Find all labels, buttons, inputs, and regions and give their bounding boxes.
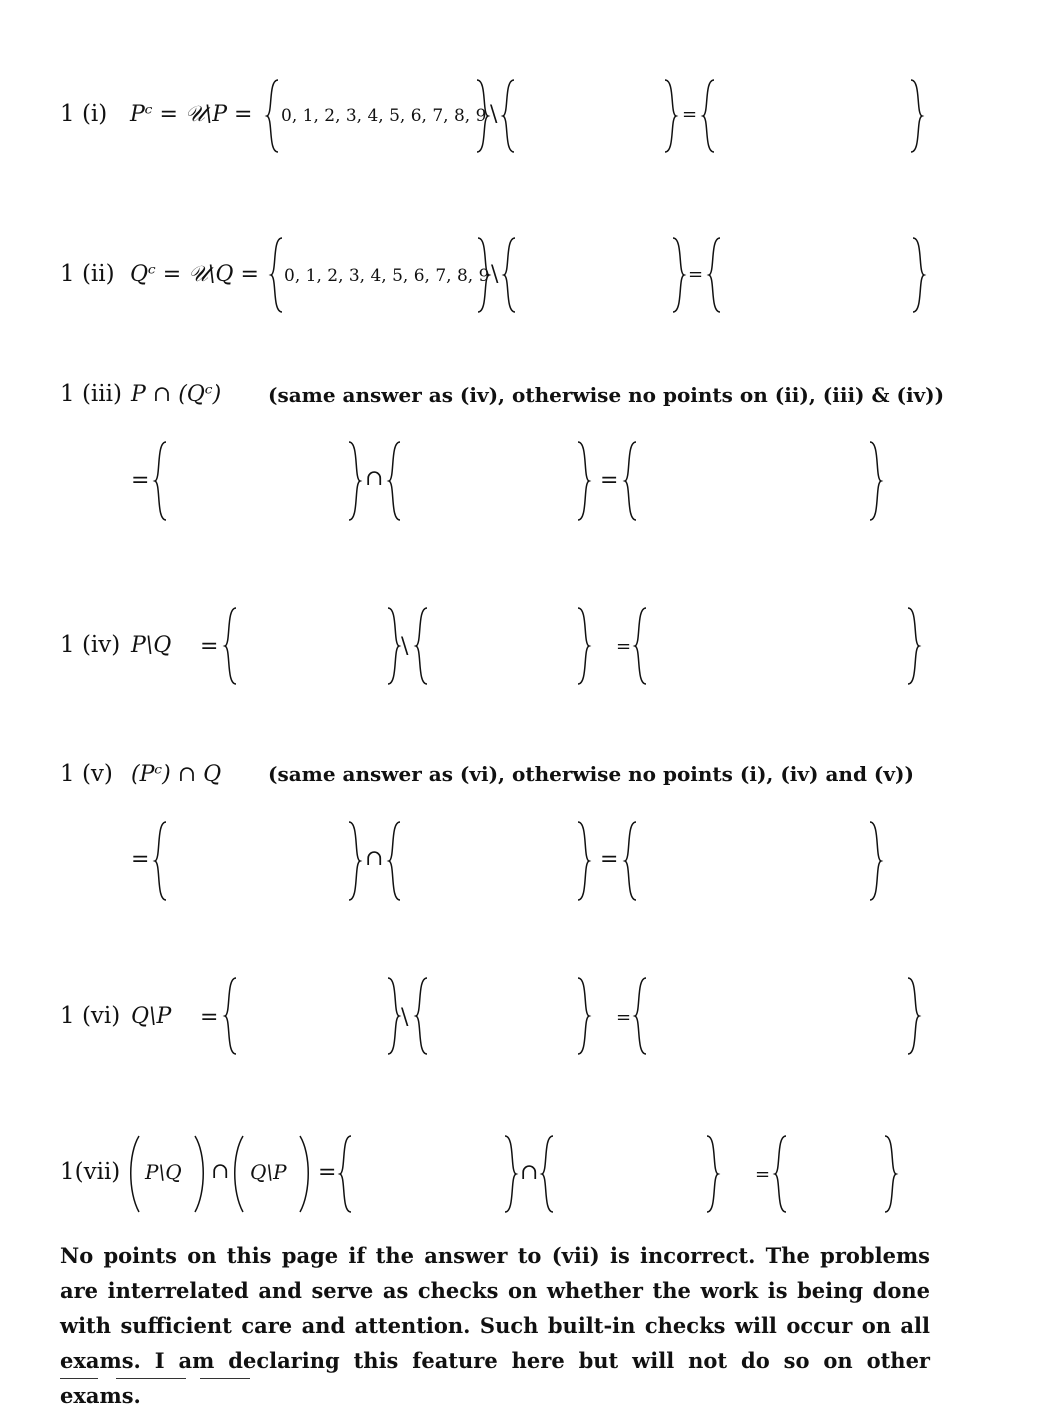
right-brace (386, 976, 400, 1056)
equals-sign: = (200, 1005, 219, 1030)
universe-set: 0, 1, 2, 3, 4, 5, 6, 7, 8, 9 (281, 106, 487, 126)
left-brace (702, 78, 716, 154)
left-brace (634, 606, 648, 686)
problem-expression: Q\P (131, 1004, 172, 1029)
equals-sign: = (600, 847, 619, 872)
problem-label: 1 (v) (60, 761, 113, 787)
difference-p-q: P\Q (145, 1160, 182, 1184)
answer-blank[interactable] (718, 80, 908, 152)
left-brace (154, 820, 168, 902)
right-brace (576, 976, 590, 1056)
equals-sign: = (131, 468, 150, 493)
problem-label: 1(vii) (60, 1159, 121, 1185)
equals-sign: = (616, 636, 632, 657)
left-paren (231, 1134, 245, 1214)
right-brace (883, 1134, 897, 1214)
answer-blank[interactable] (790, 1136, 882, 1212)
equals-sign: = (318, 1160, 337, 1185)
left-brace (388, 820, 402, 902)
left-paren (127, 1134, 141, 1214)
right-brace (909, 78, 923, 154)
left-brace (774, 1134, 788, 1214)
right-brace (868, 440, 882, 522)
right-brace (576, 820, 590, 902)
left-brace (415, 606, 429, 686)
answer-blank[interactable] (640, 822, 866, 900)
left-brace (541, 1134, 555, 1214)
problem-label: 1 (vi) (60, 1003, 121, 1029)
left-brace (624, 440, 638, 522)
answer-blank[interactable] (431, 608, 575, 684)
equals-sign: = (616, 1007, 632, 1028)
set-difference-operator: \ (401, 634, 409, 659)
right-brace (671, 236, 685, 314)
left-brace (503, 236, 517, 314)
answer-blank[interactable] (557, 1136, 703, 1212)
right-brace (906, 976, 920, 1056)
left-brace (224, 976, 238, 1056)
right-brace (386, 606, 400, 686)
problem-expression: P ∩ (Qᶜ) (131, 382, 222, 407)
difference-q-p: Q\P (250, 1160, 287, 1184)
right-paren (193, 1134, 207, 1214)
right-brace (503, 1134, 517, 1214)
left-brace (624, 820, 638, 902)
intersection-operator: ∩ (520, 1160, 539, 1185)
problem-label: 1 (iii) (60, 381, 122, 407)
left-brace (388, 440, 402, 522)
right-brace (868, 820, 882, 902)
equals-sign: = (600, 468, 619, 493)
answer-blank[interactable] (240, 978, 386, 1054)
equals-sign: = (682, 104, 698, 125)
equals-sign: = (755, 1164, 771, 1185)
right-brace (347, 820, 361, 902)
set-difference-operator: \ (491, 262, 499, 287)
left-brace (634, 976, 648, 1056)
right-brace (663, 78, 677, 154)
problem-expression: Qᶜ = 𝒰\Q = (130, 262, 259, 287)
answer-blank[interactable] (355, 1136, 501, 1212)
right-brace (576, 440, 590, 522)
problem-expression: Pᶜ = 𝒰\P = (130, 102, 253, 127)
right-brace (476, 236, 490, 314)
grading-note: (same answer as (iv), otherwise no points on (ii), (iii) & (iv)) (268, 383, 945, 407)
answer-blank[interactable] (170, 442, 346, 520)
problem-label: 1 (ii) (60, 261, 115, 287)
equals-sign: = (131, 847, 150, 872)
intersection-operator: ∩ (365, 846, 384, 871)
right-brace (347, 440, 361, 522)
answer-blank[interactable] (724, 238, 910, 312)
universe-set: 0, 1, 2, 3, 4, 5, 6, 7, 8, 9 (284, 266, 490, 286)
problem-expression: (Pᶜ) ∩ Q (131, 762, 222, 787)
answer-blank[interactable] (640, 442, 866, 520)
intersection-operator: ∩ (365, 466, 384, 491)
set-difference-operator: \ (490, 102, 498, 127)
answer-blank[interactable] (650, 978, 904, 1054)
right-brace (475, 78, 489, 154)
right-brace (911, 236, 925, 314)
answer-blank[interactable] (431, 978, 575, 1054)
grading-note: (same answer as (vi), otherwise no points (i), (iv) and (v)) (268, 762, 914, 786)
right-brace (906, 606, 920, 686)
grading-policy-note: No points on this page if the answer to (vii) is incorrect. The problems are interrelated and serve as checks on whether the work is being done with sufficient care and attention. Such built-in checks will occur on all exams. I am declaring this feature here but will not do so on other exams. (60, 1243, 930, 1408)
left-brace (266, 78, 280, 154)
answer-blank[interactable] (519, 238, 669, 312)
answer-blank[interactable] (650, 608, 904, 684)
problem-expression: P\Q (131, 633, 172, 658)
problem-label: 1 (i) (60, 101, 108, 127)
left-brace (224, 606, 238, 686)
set-difference-operator: \ (401, 1005, 409, 1030)
left-brace (339, 1134, 353, 1214)
right-brace (705, 1134, 719, 1214)
equals-sign: = (200, 634, 219, 659)
left-brace (270, 236, 284, 314)
intersection-operator: ∩ (211, 1159, 230, 1184)
problem-label: 1 (iv) (60, 632, 121, 658)
left-brace (415, 976, 429, 1056)
left-brace (708, 236, 722, 314)
equals-sign: = (688, 264, 704, 285)
answer-blank[interactable] (404, 442, 574, 520)
right-paren (298, 1134, 312, 1214)
answer-blank[interactable] (518, 80, 660, 152)
answer-blank[interactable] (170, 822, 346, 900)
cut-off-text-line (60, 1376, 260, 1386)
answer-blank[interactable] (240, 608, 386, 684)
answer-blank[interactable] (404, 822, 574, 900)
left-brace (154, 440, 168, 522)
left-brace (502, 78, 516, 154)
right-brace (576, 606, 590, 686)
